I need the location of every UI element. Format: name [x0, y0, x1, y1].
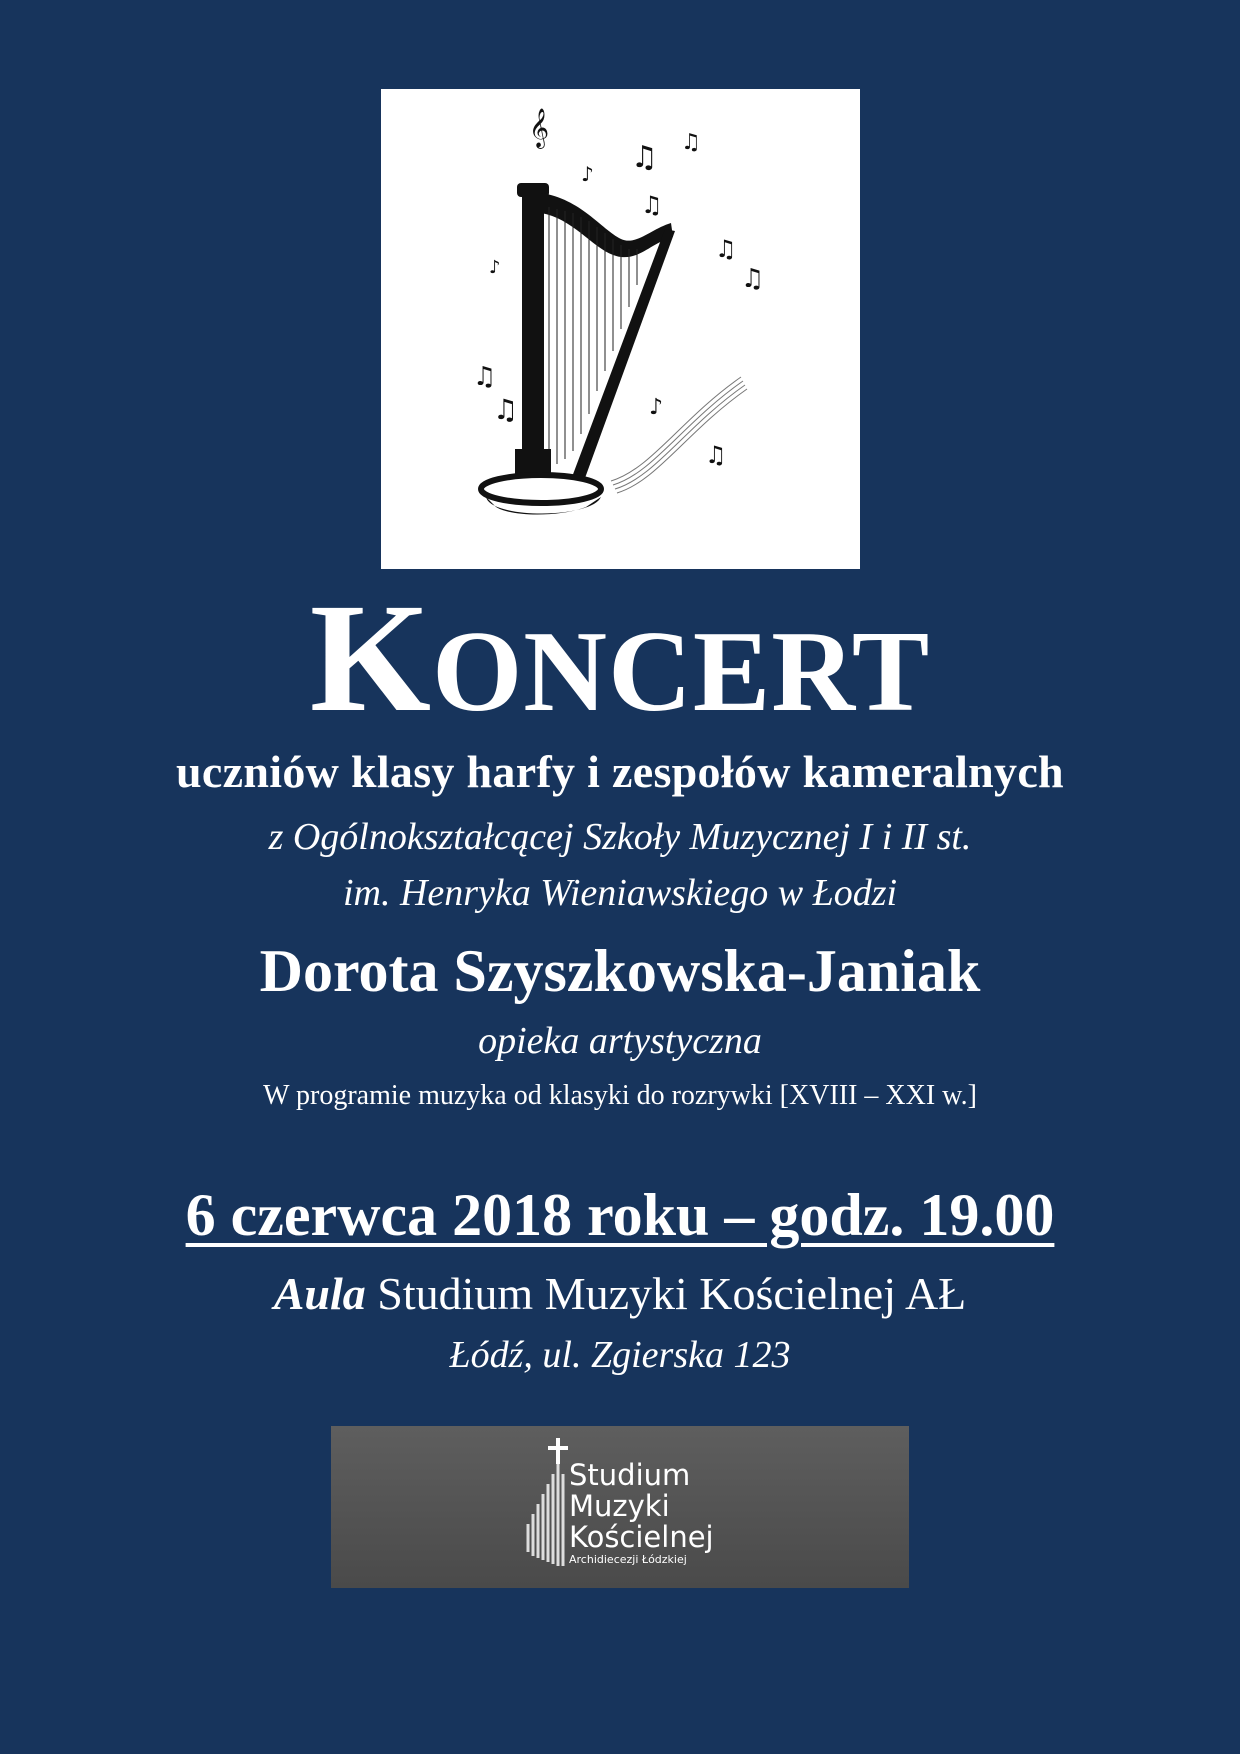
venue-name: Studium Muzyki Kościelnej AŁ — [365, 1268, 967, 1319]
svg-text:♫: ♫ — [493, 393, 519, 426]
title-first-letter: K — [309, 571, 433, 744]
logo-line-3: Kościelnej — [569, 1520, 714, 1554]
event-address: Łódź, ul. Zgierska 123 — [449, 1334, 791, 1376]
logo-line-4: Archidiecezji Łódzkiej — [569, 1553, 687, 1566]
title-rest: ONCERT — [432, 608, 931, 736]
svg-text:♫: ♫ — [641, 191, 663, 219]
svg-text:♫: ♫ — [741, 264, 765, 294]
svg-text:♫: ♫ — [681, 130, 701, 155]
svg-text:♫: ♫ — [705, 441, 727, 469]
svg-text:♪: ♪ — [649, 395, 664, 420]
school-line-1: z Ogólnokształcącej Szkoły Muzycznej I i II st. — [268, 816, 972, 858]
svg-text:♪: ♪ — [489, 257, 501, 278]
svg-text:♫: ♫ — [715, 235, 737, 263]
teacher-name: Dorota Szyszkowska-Janiak — [259, 938, 981, 1004]
event-venue — [0, 1264, 1240, 1324]
svg-text:𝄞: 𝄞 — [529, 108, 550, 148]
logo-text — [569, 1460, 714, 1567]
svg-text:♪: ♪ — [581, 162, 594, 186]
logo-line-2: Muzyki — [569, 1489, 670, 1523]
organizer-logo — [331, 1426, 909, 1588]
svg-text:♫: ♫ — [473, 362, 497, 392]
subtitle: uczniów klasy harfy i zespołów kameralnych — [176, 746, 1064, 797]
event-date — [0, 1178, 1240, 1252]
page-title — [0, 571, 1240, 752]
program-description: W programie muzyka od klasyki do rozrywki [XVIII – XXI w.] — [263, 1080, 977, 1111]
teacher-role: opieka artystyczna — [478, 1020, 762, 1062]
school-line-2: im. Henryka Wieniawskiego w Łodzi — [342, 872, 898, 914]
logo-line-1: Studium — [569, 1458, 691, 1492]
harp-with-music-notes-icon — [381, 89, 860, 569]
event-date-text: 6 czerwca 2018 roku – godz. 19.00 — [185, 1182, 1055, 1248]
svg-text:♫: ♫ — [631, 140, 658, 175]
harp-illustration — [381, 89, 860, 569]
venue-emphasis: Aula — [273, 1268, 366, 1319]
